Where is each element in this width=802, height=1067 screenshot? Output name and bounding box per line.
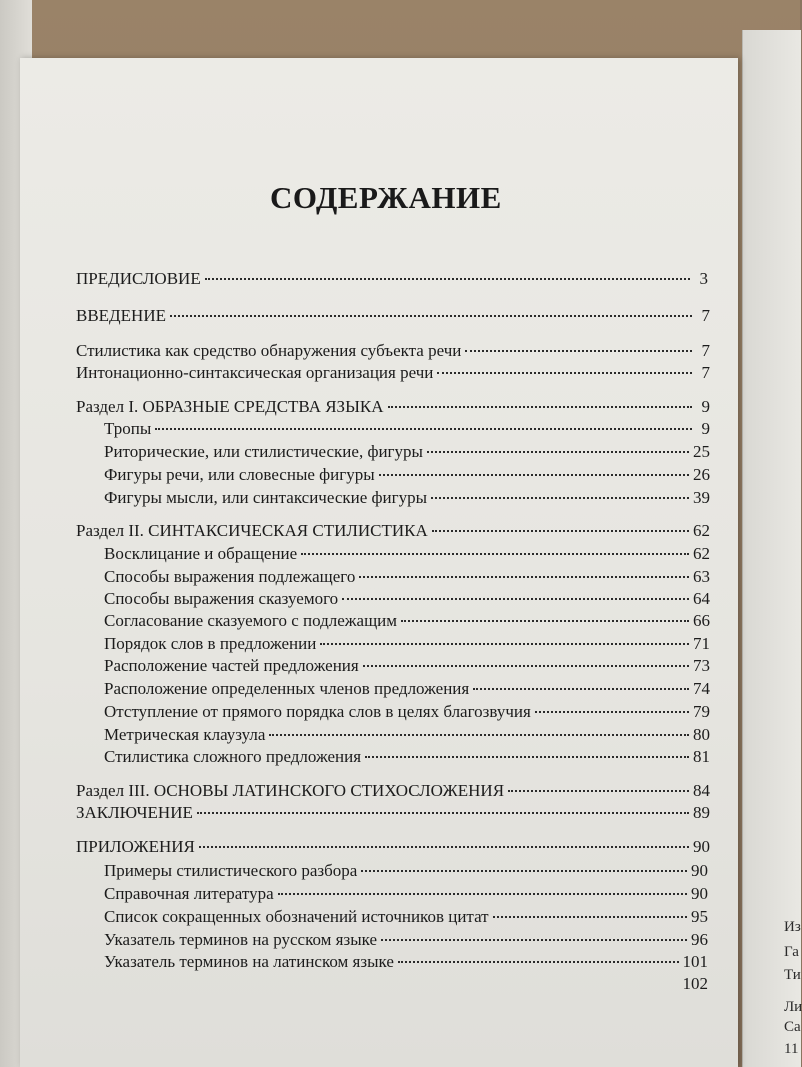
toc-subentry <box>104 860 708 882</box>
toc-entry-page: 9 <box>701 397 710 416</box>
toc-entry-page: 9 <box>701 419 710 438</box>
toc-entry-page: 73 <box>693 656 710 675</box>
toc-entry-label: Расположение определенных членов предложения <box>104 679 470 698</box>
toc-entry-page: 101 <box>682 952 708 971</box>
dot-leader <box>465 350 692 352</box>
toc-entry-page: 89 <box>693 803 710 822</box>
facing-page <box>742 30 801 1067</box>
toc-entry-page: 96 <box>691 930 708 949</box>
dot-leader <box>431 497 689 499</box>
dot-leader <box>535 711 689 713</box>
facing-page-text: Из <box>784 919 801 935</box>
toc-entry-label: ПРЕДИСЛОВИЕ <box>76 269 201 288</box>
toc-entry-label: Раздел I. ОБРАЗНЫЕ СРЕДСТВА ЯЗЫКА <box>76 397 384 416</box>
toc-subentry <box>104 566 710 588</box>
facing-page-text: Ли <box>784 999 802 1015</box>
toc-entry-label: Способы выражения сказуемого <box>104 589 339 608</box>
toc-entry-label: Тропы <box>104 419 152 438</box>
toc-subentry <box>104 543 710 565</box>
toc-entry-label: Метрическая клаузула <box>104 725 266 744</box>
dot-leader <box>301 553 689 555</box>
toc-entry-label: Справочная литература <box>104 884 274 903</box>
toc-entry-label: ПРИЛОЖЕНИЯ <box>76 837 195 856</box>
dot-leader <box>427 451 689 453</box>
dot-leader <box>473 688 689 690</box>
facing-page-text: Са <box>784 1019 801 1035</box>
toc-entry <box>76 340 710 362</box>
toc-entry-label: Отступление от прямого порядка слов в целях благозвучия <box>104 702 531 721</box>
toc-entry-label: Стилистика сложного предложения <box>104 747 362 766</box>
toc-subentry <box>104 701 710 723</box>
dot-leader <box>493 916 687 918</box>
toc-entry-page: 25 <box>693 442 710 461</box>
toc-entry-page: 63 <box>693 567 710 586</box>
toc-entry-page: 64 <box>693 589 710 608</box>
toc-entry-label: Раздел III. ОСНОВЫ ЛАТИНСКОГО СТИХОСЛОЖЕНИЯ <box>76 781 505 800</box>
toc-entry-page: 7 <box>701 306 710 325</box>
toc-subentry <box>104 633 710 655</box>
toc-entry-page: 62 <box>693 544 710 563</box>
toc-subentry <box>104 464 710 486</box>
toc-entry-label: Порядок слов в предложении <box>104 634 317 653</box>
dot-leader <box>361 870 687 872</box>
toc-entry-page: 80 <box>693 725 710 744</box>
toc-subentry <box>104 588 710 610</box>
toc-entry-label: Указатель терминов на латинском языке <box>104 952 394 971</box>
toc-subentry <box>104 487 710 509</box>
toc-entry-page: 62 <box>693 521 710 540</box>
toc-subentry <box>104 906 708 928</box>
toc-subentry <box>104 951 708 973</box>
dot-leader <box>388 406 692 408</box>
dot-leader <box>155 428 692 430</box>
toc-entry-label: Способы выражения подлежащего <box>104 567 356 586</box>
toc-entry-page: 71 <box>693 634 710 653</box>
toc-entry-label: Фигуры речи, или словесные фигуры <box>104 465 375 484</box>
toc-entry-page: 3 <box>699 269 708 288</box>
dot-leader <box>199 846 689 848</box>
toc-entry <box>76 268 708 290</box>
dot-leader <box>401 620 689 622</box>
toc-section-entry <box>76 396 710 418</box>
toc-entry-page: 26 <box>693 465 710 484</box>
toc-entry <box>76 362 710 384</box>
dot-leader <box>278 893 687 895</box>
toc-section-entry <box>76 780 710 802</box>
facing-page-text: Га <box>784 944 799 960</box>
toc-subentry <box>104 929 708 951</box>
toc-entry-page: 90 <box>693 837 710 856</box>
dot-leader <box>398 961 679 963</box>
toc-entry-page: 90 <box>691 884 708 903</box>
toc-entry-page: 79 <box>693 702 710 721</box>
toc-entry-label: Список сокращенных обозначений источников цитат <box>104 907 489 926</box>
toc-entry-label: Интонационно-синтаксическая организация речи <box>76 363 434 382</box>
page-title: СОДЕРЖАНИЕ <box>270 180 502 215</box>
dot-leader <box>320 643 689 645</box>
dot-leader <box>170 315 692 317</box>
toc-entry-label: Раздел II. СИНТАКСИЧЕСКАЯ СТИЛИСТИКА <box>76 521 428 540</box>
dot-leader <box>381 939 687 941</box>
toc-entry-label: Примеры стилистического разбора <box>104 861 358 880</box>
dot-leader <box>205 278 690 280</box>
toc-entry-page: 81 <box>693 747 710 766</box>
toc-entry <box>76 802 710 824</box>
dot-leader <box>365 756 689 758</box>
toc-entry-page: 90 <box>691 861 708 880</box>
toc-subentry <box>104 883 708 905</box>
facing-page-text: 11 <box>784 1041 799 1057</box>
toc-entry-label: Риторические, или стилистические, фигуры <box>104 442 423 461</box>
toc-entry-label: Стилистика как средство обнаружения субъекта речи <box>76 341 462 360</box>
dot-leader <box>508 790 689 792</box>
toc-entry-label: ЗАКЛЮЧЕНИЕ <box>76 803 193 822</box>
toc-subentry <box>104 441 710 463</box>
toc-entry-page: 74 <box>693 679 710 698</box>
toc-entry-label: Фигуры мысли, или синтаксические фигуры <box>104 488 428 507</box>
dot-leader <box>379 474 689 476</box>
toc-subentry <box>104 973 708 995</box>
toc-entry-page: 102 <box>682 974 708 993</box>
toc-entry-label: ВВЕДЕНИЕ <box>76 306 166 325</box>
toc-subentry <box>104 678 710 700</box>
toc-section-entry <box>76 520 710 542</box>
toc-subentry <box>104 655 710 677</box>
dot-leader <box>197 812 689 814</box>
toc-subentry <box>104 724 710 746</box>
toc-subentry <box>104 610 710 632</box>
toc-entry-page: 84 <box>693 781 710 800</box>
dot-leader <box>437 372 692 374</box>
toc-entry-label: Расположение частей предложения <box>104 656 359 675</box>
toc-entry <box>76 836 710 858</box>
toc-entry-label: Согласование сказуемого с подлежащим <box>104 611 398 630</box>
toc-entry-page: 7 <box>701 341 710 360</box>
dot-leader <box>342 598 689 600</box>
toc-entry-page: 7 <box>701 363 710 382</box>
toc-subentry <box>104 746 710 768</box>
dot-leader <box>269 734 689 736</box>
toc-entry-page: 39 <box>693 488 710 507</box>
toc-entry-label: Указатель терминов на русском языке <box>104 930 377 949</box>
toc-entry-page: 95 <box>691 907 708 926</box>
toc-entry-page: 66 <box>693 611 710 630</box>
toc-subentry <box>104 418 710 440</box>
toc-entry <box>76 305 710 327</box>
facing-page-text: Ти <box>784 967 801 983</box>
dot-leader <box>432 530 689 532</box>
dot-leader <box>363 665 689 667</box>
dot-leader <box>359 576 689 578</box>
toc-entry-label: Восклицание и обращение <box>104 544 298 563</box>
